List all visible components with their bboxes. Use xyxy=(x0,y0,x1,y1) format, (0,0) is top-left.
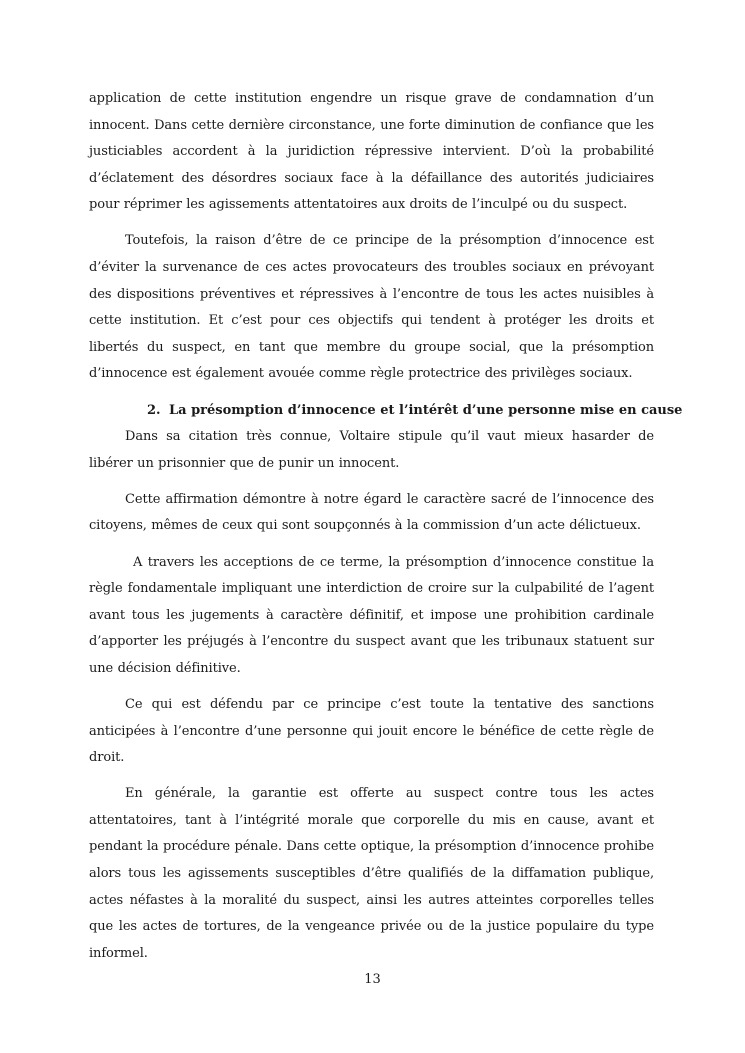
paragraph-5: A travers les acceptions de ce terme, la présomption d’innocence constitue la règle fondamentale impliquant une interdiction de croire sur la culpabilité de l’agent avant tous les jugements à caractère définitif, et impose une prohibition cardinale d’apporter les préjugés à l’encontre du suspect avant que les tribunaux statuent sur une décision définitive. xyxy=(89,554,654,676)
section-number: 2. xyxy=(147,402,161,418)
paragraph-4: Cette affirmation démontre à notre égard le caractère sacré de l’innocence des citoyens, mêmes de ceux qui sont soupçonnés à la commission d’un acte délictueux. xyxy=(89,491,654,534)
paragraph-7: En générale, la garantie est offerte au suspect contre tous les actes attentatoires, tant à l’intégrité morale que corporelle du mis en cause, avant et pendant la procédure pénale. Dans cette optique, la présomption d’innocence prohibe alors tous les agissements susceptibles d’être qualifiés de la diffamation publique, actes néfastes à la moralité du suspect, ainsi les autres atteintes corporelles telles que les actes de tortures, de la vengeance privée ou de la justice populaire du type informel. xyxy=(89,786,654,961)
document-page xyxy=(89,86,683,967)
paragraph-1: application de cette institution engendre un risque grave de condamnation d’un innocent. Dans cette dernière circonstance, une forte diminution de confiance que les justiciables accordent à la juridiction répressive intervient. D’où la probabilité d’éclatement des désordres sociaux face à la défaillance des autorités judiciaires pour réprimer les agissements attentatoires aux droits de l’inculpé ou du suspect. xyxy=(89,91,654,213)
paragraph-3: Dans sa citation très connue, Voltaire stipule qu’il vaut mieux hasarder de libérer un prisonnier que de punir un innocent. xyxy=(89,429,654,471)
page-number: 13 xyxy=(364,972,381,987)
section-title: La présomption d’innocence et l’intérêt d’une personne mise en cause xyxy=(169,402,683,418)
paragraph-2: Toutefois, la raison d’être de ce principe de la présomption d’innocence est d’éviter la survenance de ces actes provocateurs des troubles sociaux en prévoyant des dispositions préventives et répressives à l’encontre de tous les actes nuisibles à cette institution. Et c’est pour ces objectifs qui tendent à protéger les droits et libertés du suspect, en tant que membre du groupe social, que la présomption d’innocence est également avouée comme règle protectrice des privilèges sociaux. xyxy=(89,233,654,382)
section-heading xyxy=(89,398,683,425)
paragraph-6: Ce qui est défendu par ce principe c’est toute la tentative des sanctions anticipées à l’encontre d’une personne qui jouit encore le bénéfice de cette règle de droit. xyxy=(89,696,654,766)
